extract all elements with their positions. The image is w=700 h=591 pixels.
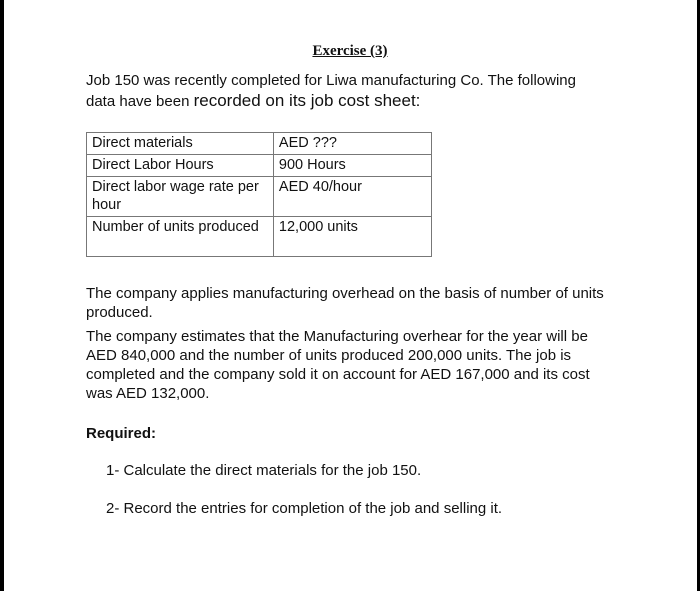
table-cell-label: Direct materials — [87, 133, 274, 155]
exercise-title: Exercise (3) — [312, 43, 388, 59]
left-border — [0, 0, 4, 591]
table-cell-value: 900 Hours — [273, 155, 431, 177]
table-row — [87, 217, 432, 257]
overhead-basis-paragraph: The company applies manufacturing overhead on the basis of number of units produced. — [86, 285, 604, 321]
table-cell-value: 12,000 units — [273, 217, 431, 257]
required-item-1: 1- Calculate the direct materials for the job 150. — [106, 462, 422, 479]
table-row — [87, 133, 432, 155]
job-cost-table — [86, 132, 432, 257]
table-cell-label: Number of units produced — [87, 217, 274, 257]
estimate-paragraph: The company estimates that the Manufacturing overhear for the year will be AED 840,000 and the number of units produced 200,000 units. The job is completed and the company sold it on account for AED 167,000 and its cost was AED 132,000. — [86, 328, 590, 402]
table-cell-label: Direct Labor Hours — [87, 155, 274, 177]
intro-line-1: Job 150 was recently completed for Liwa manufacturing Co. The following — [86, 72, 576, 89]
table-cell-label: Direct labor wage rate per hour — [87, 177, 274, 217]
intro-paragraph — [86, 71, 616, 112]
table-row — [87, 177, 432, 217]
required-item-2: 2- Record the entries for completion of the job and selling it. — [106, 500, 503, 517]
required-heading: Required: — [86, 425, 157, 442]
intro-line-2: data have been recorded on its job cost sheet: — [86, 91, 421, 110]
table-cell-value: AED 40/hour — [273, 177, 431, 217]
table-row — [87, 155, 432, 177]
table-cell-value: AED ??? — [273, 133, 431, 155]
